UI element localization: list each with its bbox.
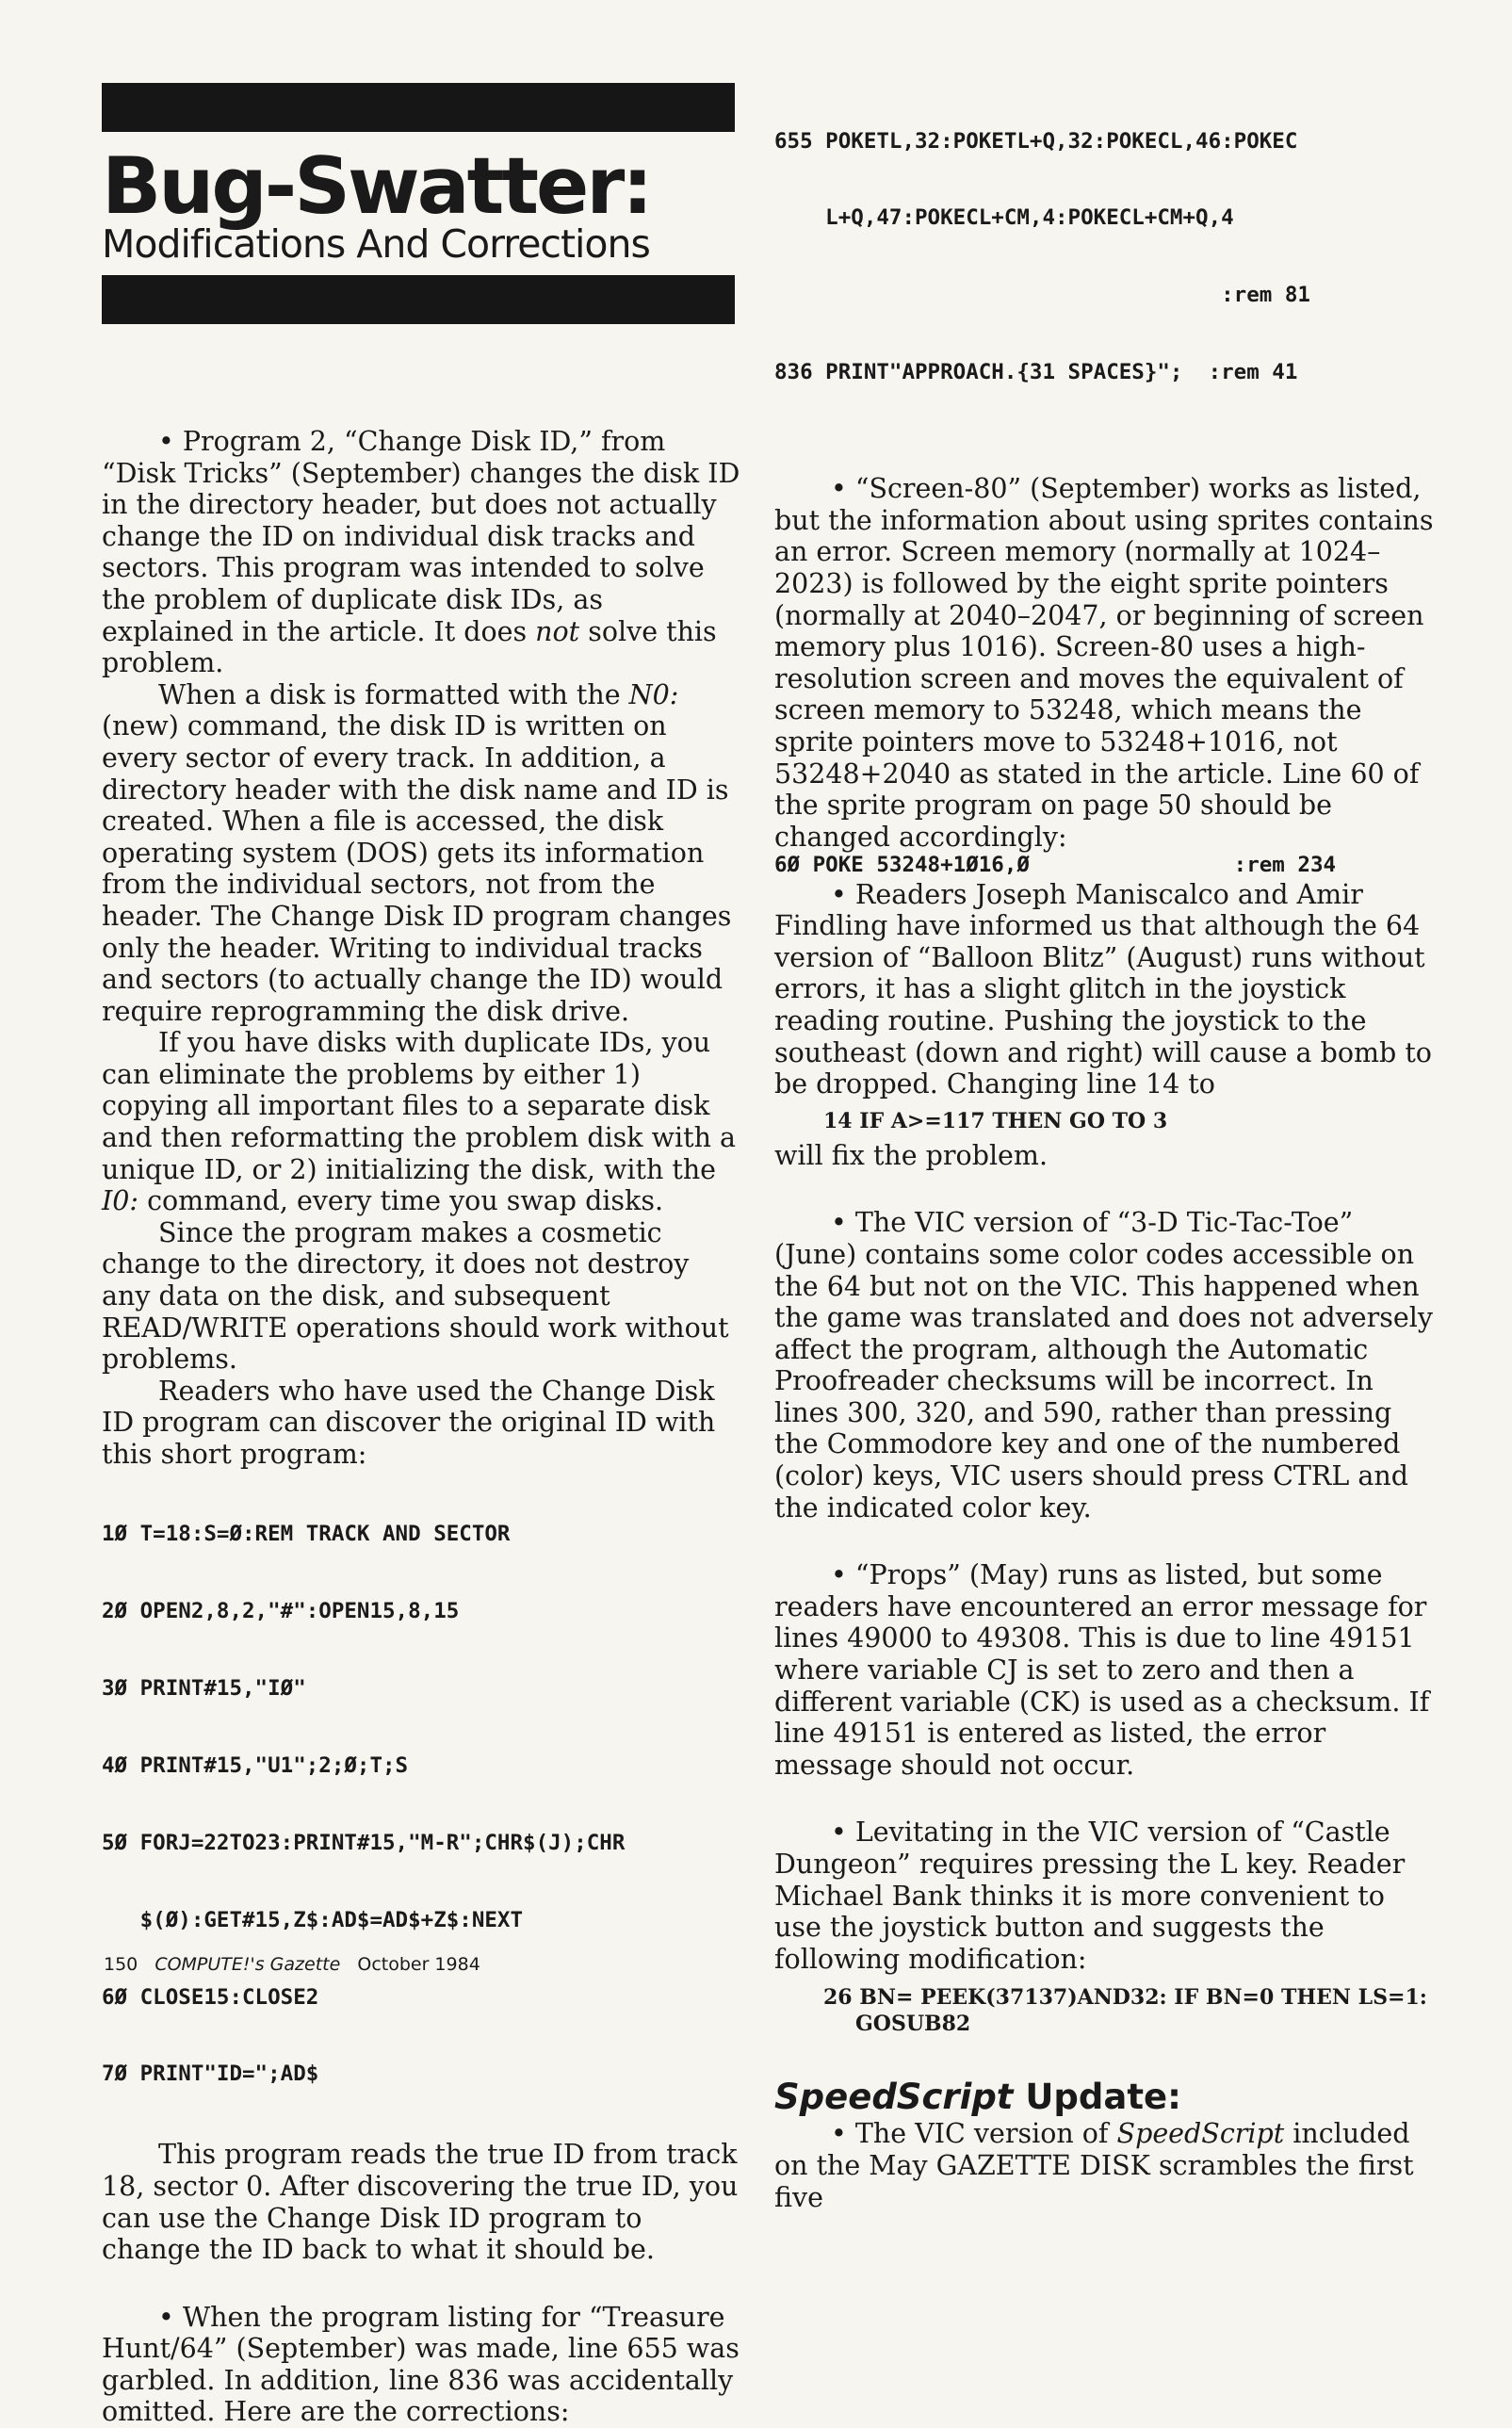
code-line: 3Ø PRINT#15,"IØ" [102,1675,306,1701]
code-line: L+Q,47:POKECL+CM,4:POKECL+CM+Q,4 [774,205,1234,231]
code-listing-disk-id [102,1471,742,2140]
publication-name: COMPUTE!'s Gazette [154,1954,341,1975]
paragraph-balloon-blitz: • Readers Joseph Maniscalco and Amir Findling have informed us that although the 64 version of “Balloon Blitz” (August) runs without errors, it has a slight glitch in the joystick reading routine. Pushing the joystick to the southeast (down and right) will cause a bomb to be dropped. Changing line 14 to [774,878,1432,1100]
paragraph-duplicate-ids: If you have disks with duplicate IDs, you can eliminate the problems by either 1) copying all important files to a separate disk and then reformatting the problem disk with a unique ID, or 2) initializing the disk, with the I0: command, every time you swap disks. [102,1027,737,1217]
title-bar-bottom [102,275,735,324]
code-line: 1Ø T=18:S=Ø:REM TRACK AND SECTOR [102,1522,511,1547]
paragraph-tic-tac-toe: • The VIC version of “3-D Tic-Tac-Toe” (June) contains some color codes accessible on the 64 but not on the VIC. This happened when the game was translated and does not adversely affect the program, although the Automatic Proofreader checksums will be incorrect. In lines 300, 320, and 590, rather than pressing the Commodore key and one of the numbered (color) keys, VIC users should press CTRL and the indicated color key. [774,1207,1433,1524]
page-number: 150 [104,1954,138,1975]
paragraph-castle-dungeon: • Levitating in the VIC version of “Castle Dungeon” requires pressing the L key. Reader Michael Bank thinks it is more convenient to use the joystick button and suggests the following modification: [774,1817,1406,1975]
code-line: $(Ø):GET#15,Z$:AD$=AD$+Z$:NEXT [102,1907,524,1932]
paragraph-fix: will fix the problem. [774,1139,1049,1171]
code-line: 4Ø PRINT#15,"U1";2;Ø;T;S [102,1752,409,1778]
code-listing-treasure-hunt [774,77,1434,437]
code-line: 7Ø PRINT"ID=";AD$ [102,2061,319,2087]
left-column [102,81,742,2428]
code-line: 836 PRINT"APPROACH.{31 SPACES}"; :rem 41 [774,360,1298,385]
issue-date: October 1984 [357,1954,480,1975]
paragraph-treasure-hunt: • When the program listing for “Treasure Hunt/64” (September) was made, line 655 was garbled. In addition, line 836 was accidentally omitted. Here are the corrections: [102,2301,740,2428]
paragraph-format-disk: When a disk is formatted with the N0: (new) command, the disk ID is written on every sector of every track. In addition, a directory header with the disk name and ID is created. When a file is accessed, the disk operating system (DOS) gets its information from the individual sectors, not from the header. The Change Disk ID program changes only the header. Writing to individual tracks and sectors (to actually change the ID) would require reprogramming the disk drive. [102,678,732,1027]
code-line-14: 14 IF A>=117 THEN GO TO 3 [823,1108,1168,1133]
paragraph-reads-true-id: This program reads the true ID from track 18, sector 0. After discovering the true ID, you can use the Change Disk ID program to change the ID back to what it should be. [102,2139,739,2266]
page-footer [104,1954,480,1975]
title-bar-top [102,83,735,132]
code-line-26: 26 BN= PEEK(37137)AND32: IF BN=0 THEN LS=1: GOSUB82 [823,1985,1427,2037]
code-line: 6Ø CLOSE15:CLOSE2 [102,1984,319,2010]
paragraph-cosmetic-change: Since the program makes a cosmetic change to the directory, it does not destroy any data on the disk, and subsequent READ/WRITE operations should work without problems. [102,1216,729,1376]
code-line: 2Ø OPEN2,8,2,"#":OPEN15,8,15 [102,1599,460,1624]
page-subtitle: Modifications And Corrections [102,221,650,267]
code-line: :rem 81 [774,283,1310,308]
code-line-60: 6Ø POKE 53248+1Ø16,Ø :rem 234 [774,853,1337,878]
code-line: 5Ø FORJ=22TO23:PRINT#15,"M-R";CHR$(J);CHR [102,1830,626,1855]
paragraph-props: • “Props” (May) runs as listed, but some readers have encountered an error message for lines 49000 to 49308. This is due to line 49151 where variable CJ is set to zero and then a different variable (CK) is used as a checksum. If line 49151 is entered as listed, the error message should not occur. [774,1559,1430,1781]
speedscript-heading: SpeedScript Update: [774,2077,1181,2118]
paragraph-screen-80: • “Screen-80” (September) works as listed, but the information about using sprites contains an error. Screen memory (normally at 1024–2023) is followed by the eight sprite pointers (normally at 2040–2047, or beginning of screen memory plus 1016). Screen-80 uses a high-resolution screen and moves the equivalent of screen memory to 53248, which means the sprite pointers move to 53248+1016, not 53248+2040 as stated in the article. Line 60 of the sprite program on page 50 should be changed accordingly: [774,473,1434,853]
code-line: 655 POKETL,32:POKETL+Q,32:POKECL,46:POKEC [774,128,1298,154]
paragraph-speedscript: • The VIC version of SpeedScript included on the May GAZETTE DISK scrambles the first five [774,2118,1414,2213]
paragraph-change-disk-id: • Program 2, “Change Disk ID,” from “Disk Tricks” (September) changes the disk ID in the directory header, but does not actually change the ID on individual disk tracks and sectors. This program was intended to solve the problem of duplicate disk IDs, as explained in the article. It does not solve this problem. [102,426,740,679]
right-column [774,77,1434,2213]
page-title: Bug-Swatter: [102,140,651,232]
paragraph-readers: Readers who have used the Change Disk ID program can discover the original ID with this short program: [102,1375,716,1470]
